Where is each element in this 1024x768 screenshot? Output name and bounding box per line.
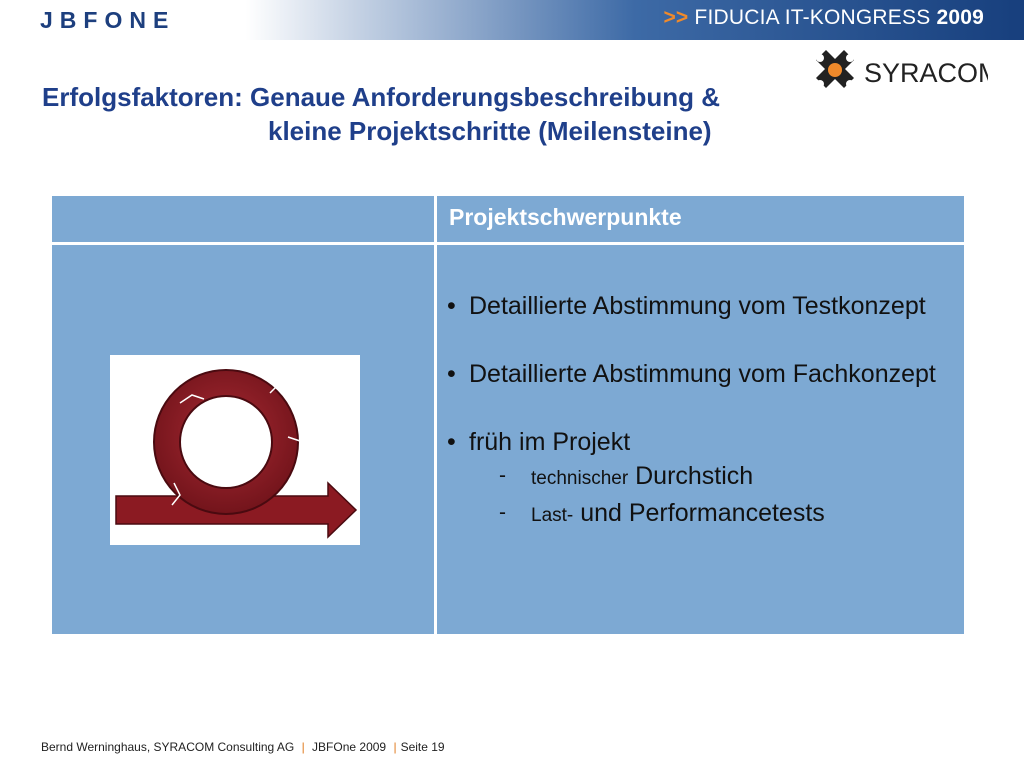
syracom-logo-text: SYRACOM [864,58,988,88]
congress-title: FIDUCIA IT-KONGRESS [694,6,931,29]
iteration-cycle-icon [110,355,360,545]
congress-arrows: >> [663,6,689,29]
title-line-1: Erfolgsfaktoren: Genaue Anforderungsbeschreibung & [42,82,721,112]
sub-item-dash: - [499,501,506,524]
congress-banner [663,6,984,30]
bullet-mark: • [447,292,456,320]
table-header-label: Projektschwerpunkte [449,204,682,230]
syracom-logo [808,46,988,100]
footer-event: JBFOne 2009 [312,740,387,754]
footer-separator: | [301,740,305,754]
jbfone-logo-text: JBFONE [40,8,176,32]
table-header-right-cell [437,196,964,242]
bullet-list [447,289,947,533]
table-body-right-cell [437,245,964,634]
sub-item-rest: und Performancetests [573,499,825,527]
table-header-left-cell [52,196,434,242]
ring-inner [180,396,272,488]
bullet-item [447,357,947,391]
syracom-logo-mark-icon [812,50,858,96]
sub-item-dash: - [499,464,506,487]
bullet-text: Detaillierte Abstimmung vom Fachkonzept [469,360,936,388]
slide-footer [41,740,445,754]
sub-item-lead: Last- [531,505,574,526]
sub-item [447,459,947,496]
table-body-left-cell [52,245,434,634]
title-line-2: kleine Projektschritte (Meilensteine) [268,116,712,146]
sub-item-rest: Durchstich [628,462,754,490]
bullet-mark: • [447,428,456,456]
content-table [52,196,964,634]
bullet-text: Detaillierte Abstimmung vom Testkonzept [469,292,926,320]
footer-separator: | [393,740,397,754]
congress-year: 2009 [936,6,984,29]
footer-page-number: Seite 19 [400,740,445,754]
slide-title [42,80,802,148]
jbfone-logo [40,5,210,35]
bullet-item [447,289,947,323]
footer-author: Bernd Werninghaus, SYRACOM Consulting AG [41,740,295,754]
bullet-item [447,425,947,459]
sub-item-lead: technischer [531,468,629,489]
bullet-text: früh im Projekt [469,428,631,456]
bullet-mark: • [447,360,456,388]
sub-item [447,496,947,533]
